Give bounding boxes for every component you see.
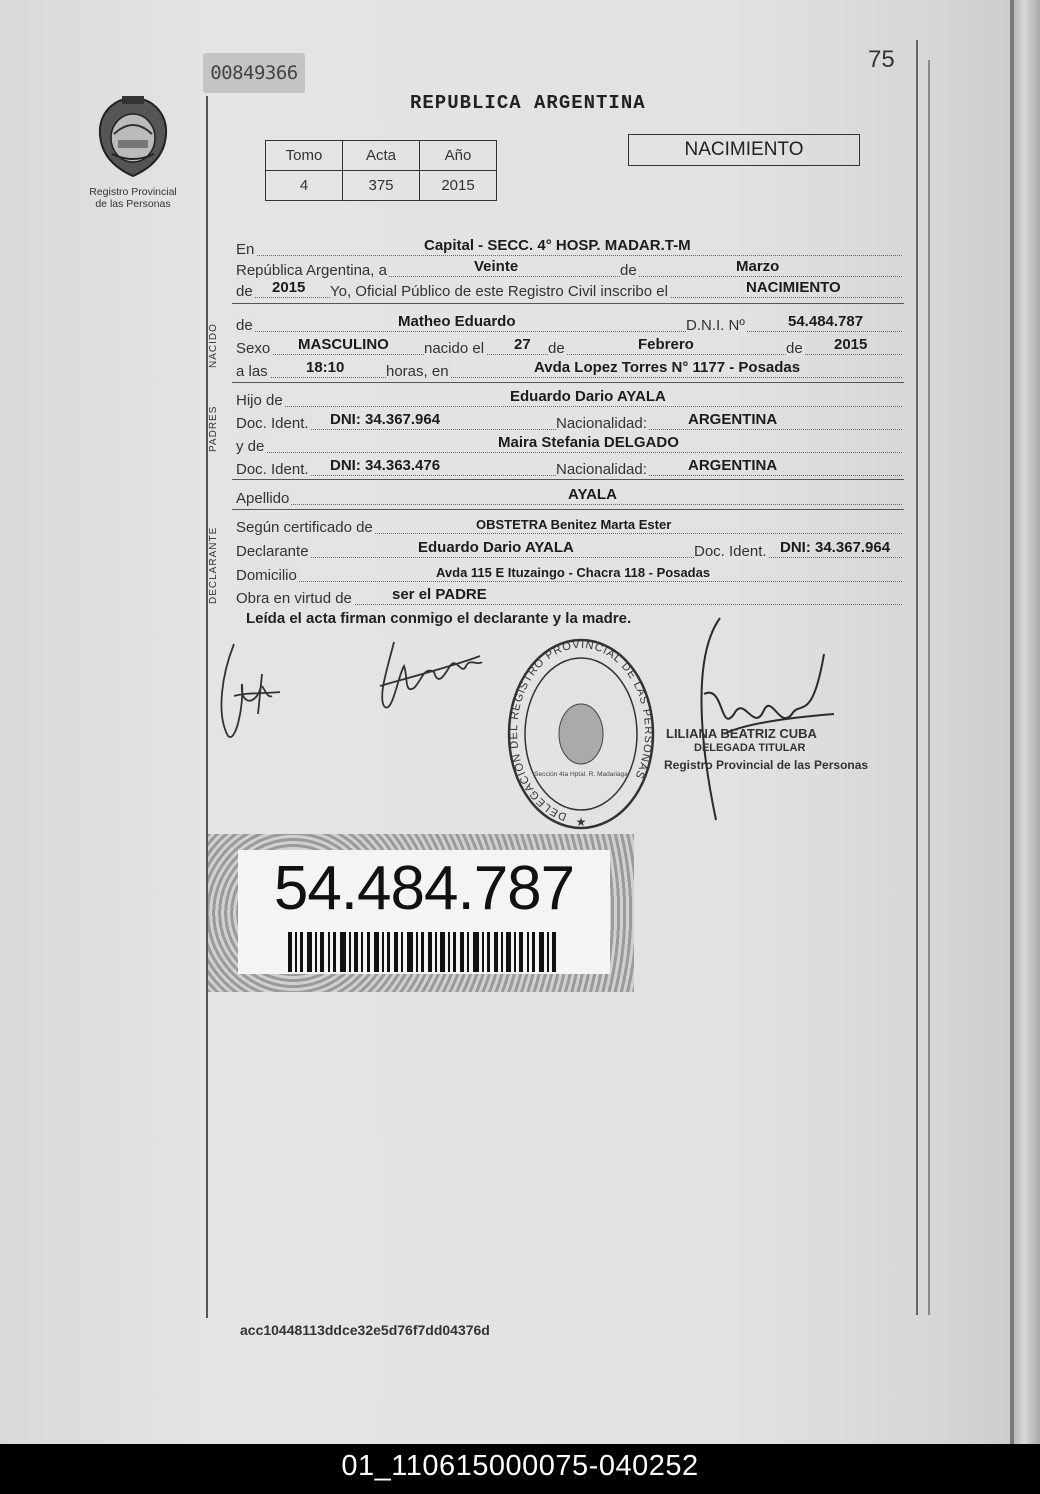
hijo-label: Hijo de: [236, 392, 283, 409]
obra-value: ser el PADRE: [392, 586, 487, 603]
row-obra: [236, 584, 902, 605]
row-apellido: [236, 484, 902, 505]
declarante-value: Eduardo Dario AYALA: [418, 539, 574, 556]
section-divider-2: [232, 382, 904, 383]
mother-doc-value: DNI: 34.363.476: [330, 457, 441, 474]
scan-file-id: 01_110615000075-040252: [0, 1444, 1040, 1494]
register-value-row: [266, 171, 497, 201]
doc1-label: Doc. Ident.: [236, 415, 309, 432]
year-value: 2015: [272, 279, 306, 296]
father-nationality-value: ARGENTINA: [688, 411, 778, 428]
page-number: 75: [868, 46, 895, 73]
logo-caption-line2: de las Personas: [95, 198, 171, 210]
barcode-bars: [288, 932, 558, 972]
father-name-value: Eduardo Dario AYALA: [510, 388, 666, 405]
nac1-label: Nacionalidad:: [556, 415, 647, 432]
birth-month-value: Febrero: [638, 336, 694, 353]
registry-stamp: [506, 636, 656, 832]
tomo-header: Tomo: [266, 141, 343, 171]
register-header-row: [266, 141, 497, 171]
document-title: REPUBLICA ARGENTINA: [410, 92, 646, 114]
official-office: Registro Provincial de las Personas: [664, 758, 869, 772]
signing-statement: Leída el acta firman conmigo el declarante y la madre.: [246, 610, 632, 627]
nac2-label: Nacionalidad:: [556, 461, 647, 478]
right-margin-line-outer: [928, 60, 930, 1315]
de3-label: de: [236, 317, 253, 334]
obra-label: Obra en virtud de: [236, 590, 352, 607]
yde-label: y de: [236, 438, 265, 455]
row-name: [236, 311, 902, 332]
side-label-padres: PADRES: [208, 405, 219, 452]
act-type-box: NACIMIENTO: [628, 134, 860, 166]
barcode-sticker: [208, 834, 634, 992]
svg-text:★: ★: [575, 815, 587, 829]
mother-signature: [374, 636, 484, 720]
row-en: [236, 235, 902, 256]
official-signature: [664, 614, 864, 824]
side-label-declarante: DECLARANTE: [208, 526, 219, 604]
stamp-outer-text: DELEGACION DEL REGISTRO PROVINCIAL DE LAS PERSONAS: [507, 638, 655, 823]
inscribo-value: NACIMIENTO: [746, 279, 841, 296]
section-divider-4: [232, 509, 904, 510]
segun-label: Según certificado de: [236, 519, 373, 536]
document-hash: acc10448113ddce32e5d76f7dd04376d: [240, 1322, 490, 1338]
declarante-label: Declarante: [236, 543, 309, 560]
serial-number: 00849366: [203, 53, 305, 93]
alas-label: a las: [236, 363, 268, 380]
de4-label: de: [548, 340, 565, 357]
day-written-value: Veinte: [474, 258, 519, 275]
row-certificado: [236, 513, 902, 534]
official-signature-block: [664, 614, 869, 824]
domicilio-label: Domicilio: [236, 567, 297, 584]
official-name: LILIANA BEATRIZ CUBA: [666, 726, 817, 741]
register-table: [265, 140, 497, 201]
row-declarante: [236, 537, 902, 558]
row-sexo: [236, 334, 902, 355]
logo-caption-line1: Registro Provincial: [89, 186, 177, 198]
section-divider-3: [232, 479, 904, 480]
doc3-label: Doc. Ident.: [694, 543, 767, 560]
mother-name-value: Maira Stefania DELGADO: [498, 434, 679, 451]
domicilio-value: Avda 115 E Ituzaingo - Chacra 118 - Posadas: [436, 565, 711, 580]
apellido-label: Apellido: [236, 490, 290, 507]
en-value: Capital - SECC. 4° HOSP. MADAR.T-M: [424, 237, 691, 254]
certificate-value: OBSTETRA Benitez Marta Ester: [476, 517, 672, 532]
row-mother-doc: [236, 455, 902, 476]
birth-place-value: Avda Lopez Torres N° 1177 - Posadas: [534, 359, 801, 376]
father-doc-value: DNI: 34.367.964: [330, 411, 441, 428]
de2-label: de: [236, 283, 253, 300]
declarante-doc-value: DNI: 34.367.964: [780, 539, 891, 556]
stamp-inner-text: Sección 4ta Hptal. R. Madariaga: [534, 771, 628, 778]
republica-label: República Argentina, a: [236, 262, 387, 279]
dni-label: D.N.I. Nº: [686, 317, 745, 334]
row-father-doc: [236, 409, 902, 430]
birth-day-value: 27: [514, 336, 531, 353]
acta-value: 375: [343, 171, 420, 201]
birth-time-value: 18:10: [306, 359, 345, 376]
child-dni-value: 54.484.787: [788, 313, 864, 330]
acta-header: Acta: [343, 141, 420, 171]
child-name-value: Matheo Eduardo: [398, 313, 516, 330]
horas-label: horas, en: [386, 363, 449, 380]
logo-caption: [74, 186, 192, 210]
row-ymadre: [236, 432, 902, 453]
row-republica: [236, 256, 902, 277]
row-hijo: [236, 386, 902, 407]
mother-nationality-value: ARGENTINA: [688, 457, 778, 474]
de-label: de: [620, 262, 637, 279]
misiones-coat-of-arms-logo: [92, 94, 174, 180]
oficial-label: Yo, Oficial Público de este Registro Civil inscribo el: [330, 283, 668, 300]
sexo-value: MASCULINO: [298, 336, 389, 353]
section-divider-1: [232, 303, 904, 304]
de5-label: de: [786, 340, 803, 357]
page-edge: [1014, 0, 1040, 1444]
right-margin-line: [916, 40, 918, 1315]
ano-value: 2015: [420, 171, 497, 201]
nacido-label: nacido el: [424, 340, 485, 357]
tomo-value: 4: [266, 171, 343, 201]
declarant-signature: [214, 634, 284, 744]
sexo-label: Sexo: [236, 340, 271, 357]
official-role: DELEGADA TITULAR: [694, 742, 806, 754]
side-label-nacido: NACIDO: [208, 323, 219, 368]
apellido-value: AYALA: [568, 486, 617, 503]
barcode-label: [238, 850, 610, 974]
barcode-number: 54.484.787: [273, 854, 575, 923]
ano-header: Año: [420, 141, 497, 171]
birth-year-value: 2015: [834, 336, 868, 353]
left-margin-line: [206, 96, 208, 1318]
en-label: En: [236, 241, 255, 258]
row-domicilio: [236, 561, 902, 582]
row-hora: [236, 357, 902, 378]
row-oficial: [236, 277, 902, 298]
month-value: Marzo: [736, 258, 780, 275]
doc2-label: Doc. Ident.: [236, 461, 309, 478]
